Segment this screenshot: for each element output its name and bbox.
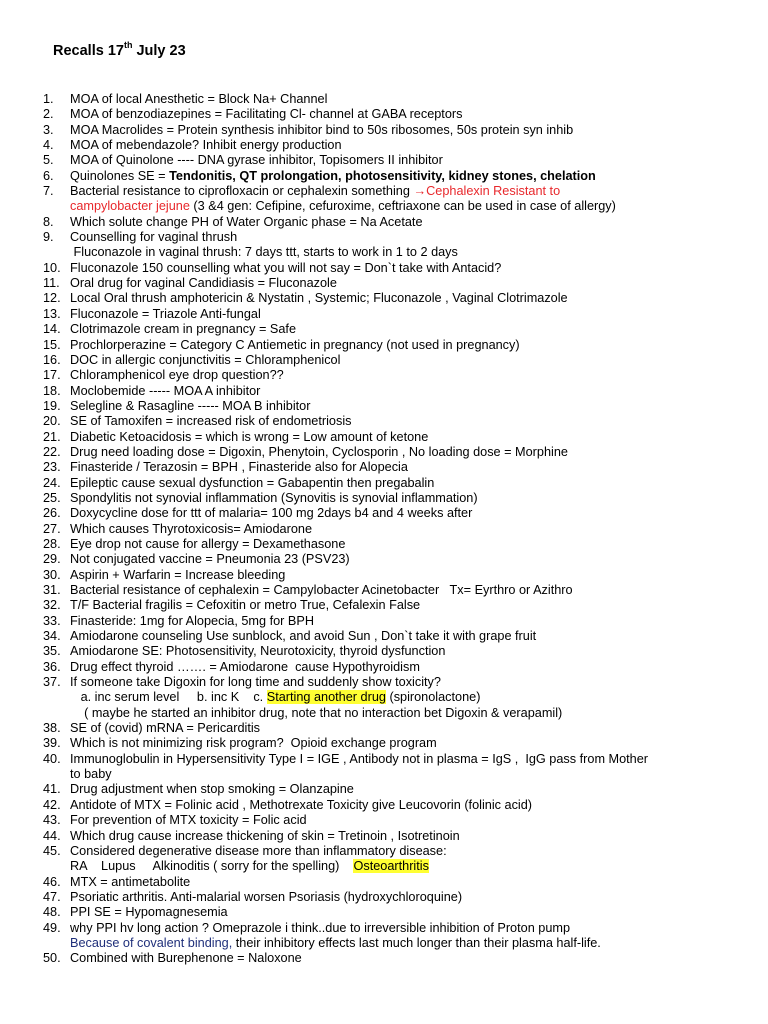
list-item: 41. Drug adjustment when stop smoking = Olanzapine	[43, 782, 354, 797]
list-item: 13. Fluconazole = Triazole Anti-fungal	[43, 306, 261, 321]
list-item: 43. For prevention of MTX toxicity = Folic acid	[43, 813, 307, 828]
list-item: 6. Quinolones SE = Tendonitis, QT prolongation, photosensitivity, kidney stones, chelation	[43, 168, 596, 183]
list-item: 44. Which drug cause increase thickening of skin = Tretinoin , Isotretinoin	[43, 828, 460, 843]
list-item: 47. Psoriatic arthritis. Anti-malarial worsen Psoriasis (hydroxychloroquine)	[43, 889, 463, 904]
list-item: 29. Not conjugated vaccine = Pneumonia 23 (PSV23)	[43, 552, 350, 567]
list-item: 28. Eye drop not cause for allergy = Dexamethasone	[43, 536, 346, 551]
list-item-continuation: Fluconazole in vaginal thrush: 7 days ttt, starts to work in 1 to 2 days	[70, 245, 458, 260]
list-item: 50. Combined with Burephenone = Naloxone	[43, 951, 302, 966]
list-item: 5. MOA of Quinolone ---- DNA gyrase inhibitor, Topisomers II inhibitor	[43, 153, 443, 168]
list-item: 11. Oral drug for vaginal Candidiasis = Fluconazole	[43, 276, 337, 291]
list-item: 2. MOA of benzodiazepines = Facilitating Cl- channel at GABA receptors	[43, 107, 463, 122]
list-item: 16. DOC in allergic conjunctivitis = Chloramphenicol	[43, 352, 341, 367]
list-item: 30. Aspirin + Warfarin = Increase bleeding	[43, 567, 286, 582]
list-item: 20. SE of Tamoxifen = increased risk of endometriosis	[43, 414, 352, 429]
recall-list	[43, 92, 763, 967]
list-item: 32. T/F Bacterial fragilis = Cefoxitin or metro True, Cefalexin False	[43, 598, 421, 613]
list-item-continuation: Because of covalent binding, their inhibitory effects last much longer than their plasma half-life.	[70, 935, 601, 950]
highlighted-text: Starting another drug	[266, 690, 386, 705]
list-item: 22. Drug need loading dose = Digoxin, Phenytoin, Cyclosporin , No loading dose = Morphine	[43, 444, 568, 459]
blue-text: Because of covalent binding,	[70, 935, 233, 950]
list-item: 40. Immunoglobulin in Hypersensitivity Type I = IGE , Antibody not in plasma = IgS , IgG pass from Mother	[43, 751, 649, 766]
list-item: 48. PPI SE = Hypomagnesemia	[43, 905, 228, 920]
list-item: 42. Antidote of MTX = Folinic acid , Methotrexate Toxicity give Leucovorin (folinic acid)	[43, 797, 533, 812]
list-item: 8. Which solute change PH of Water Organic phase = Na Acetate	[43, 214, 423, 229]
list-item-continuation: ( maybe he started an inhibitor drug, note that no interaction bet Digoxin & verapamil)	[70, 705, 563, 720]
list-item: 37. If someone take Digoxin for long time and suddenly show toxicity?	[43, 675, 441, 690]
list-item-continuation: campylobacter jejune (3 &4 gen: Cefipine, cefuroxime, ceftriaxone can be used in case of allergy)	[70, 199, 616, 214]
highlighted-text: Osteoarthritis	[353, 859, 429, 874]
list-item: 18. Moclobemide ----- MOA A inhibitor	[43, 383, 261, 398]
list-item: 39. Which is not minimizing risk program? Opioid exchange program	[43, 736, 437, 751]
arrow-right-icon: →	[413, 184, 427, 199]
list-item: 24. Epileptic cause sexual dysfunction = Gabapentin then pregabalin	[43, 475, 435, 490]
list-item: 46. MTX = antimetabolite	[43, 874, 191, 889]
list-item: 26. Doxycycline dose for ttt of malaria= 100 mg 2days b4 and 4 weeks after	[43, 506, 473, 521]
list-item: 31. Bacterial resistance of cephalexin = Campylobacter Acinetobacter Tx= Eyrthro or Azithro	[43, 583, 573, 597]
list-item: 36. Drug effect thyroid ……. = Amiodarone cause Hypothyroidism	[43, 659, 420, 674]
list-item: 4. MOA of mebendazole? Inhibit energy production	[43, 138, 342, 153]
list-item: 9. Counselling for vaginal thrush	[43, 230, 238, 245]
list-item: 1. MOA of local Anesthetic = Block Na+ Channel	[43, 92, 328, 106]
list-item-continuation: a. inc serum level b. inc K c. Starting another drug (spironolactone)	[70, 690, 481, 705]
list-item: 35. Amiodarone SE: Photosensitivity, Neurotoxicity, thyroid dysfunction	[43, 644, 446, 659]
list-item: 25. Spondylitis not synovial inflammation (Synovitis is synovial inflammation)	[43, 490, 478, 505]
list-item: 27. Which causes Thyrotoxicosis= Amiodarone	[43, 521, 312, 536]
list-item: 10. Fluconazole 150 counselling what you will not say = Don`t take with Antacid?	[43, 260, 502, 275]
list-item: 21. Diabetic Ketoacidosis = which is wrong = Low amount of ketone	[43, 429, 429, 444]
list-item: 33. Finasteride: 1mg for Alopecia, 5mg for BPH	[43, 613, 314, 628]
list-item-continuation: to baby	[70, 767, 112, 782]
list-item: 49. why PPI hv long action ? Omeprazole i think..due to irreversible inhibition of Proton pump	[43, 920, 571, 935]
list-item: 34. Amiodarone counseling Use sunblock, and avoid Sun , Don`t take it with grape fruit	[43, 629, 537, 644]
list-item: 12. Local Oral thrush amphotericin & Nystatin , Systemic; Fluconazole , Vaginal Clotrimazole	[43, 291, 568, 306]
list-item: 15. Prochlorperazine = Category C Antiemetic in pregnancy (not used in pregnancy)	[43, 337, 520, 352]
bold-text: Tendonitis, QT prolongation, photosensitivity, kidney stones, chelation	[169, 168, 596, 183]
list-item: 7. Bacterial resistance to ciprofloxacin or cephalexin something →Cephalexin Resistant to	[43, 184, 561, 199]
list-item: 45. Considered degenerative disease more than inflammatory disease:	[43, 843, 447, 858]
list-item: 19. Selegline & Rasagline ----- MOA B inhibitor	[43, 398, 311, 413]
list-item: 3. MOA Macrolides = Protein synthesis inhibitor bind to 50s ribosomes, 50s protein syn inhib	[43, 122, 574, 137]
list-item: 23. Finasteride / Terazosin = BPH , Finasteride also for Alopecia	[43, 460, 408, 475]
red-text: campylobacter jejune	[70, 199, 190, 214]
red-text: Cephalexin Resistant to	[426, 184, 561, 199]
list-item: 14. Clotrimazole cream in pregnancy = Safe	[43, 322, 297, 337]
list-item-continuation: RA Lupus Alkinoditis ( sorry for the spelling) Osteoarthritis	[70, 859, 429, 874]
list-item: 17. Chloramphenicol eye drop question??	[43, 368, 284, 383]
list-item: 38. SE of (covid) mRNA = Pericarditis	[43, 721, 261, 736]
page-title: Recalls 17th July 23	[53, 40, 186, 59]
